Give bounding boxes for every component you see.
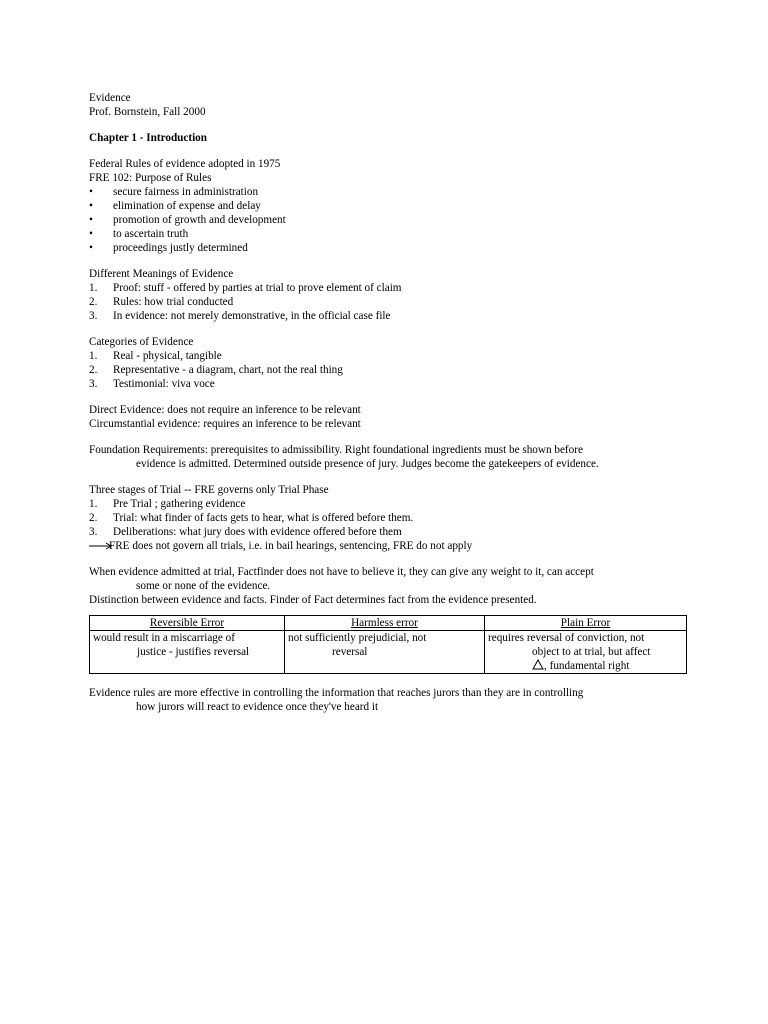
fre-102-line: FRE 102: Purpose of Rules: [89, 172, 212, 184]
numbered-item: [89, 497, 689, 511]
bullet-icon: •: [89, 228, 93, 240]
numbered-item: [89, 511, 689, 525]
bullet-icon: •: [89, 242, 93, 254]
item-number: 1.: [89, 498, 98, 510]
cell-line: object to at trial, but affect: [532, 646, 651, 658]
delta-icon: [532, 659, 544, 670]
numbered-item: [89, 309, 689, 323]
numbered-item: [89, 363, 689, 377]
item-number: 3.: [89, 526, 98, 538]
closing-continuation: how jurors will react to evidence once they've heard it: [136, 701, 379, 713]
foundation-line: Foundation Requirements: prerequisites to admissibility. Right foundational ingredients must be shown before: [89, 444, 583, 456]
table-row: [90, 631, 687, 674]
header-harmless-error: Harmless error: [285, 616, 485, 631]
distinction-line: Distinction between evidence and facts. Finder of Fact determines fact from the evidence presented.: [89, 594, 537, 606]
arrow-note-text: FRE does not govern all trials, i.e. in bail hearings, sentencing, FRE do not apply: [109, 540, 473, 552]
numbered-item: [89, 349, 689, 363]
categories-title: Categories of Evidence: [89, 336, 194, 348]
cell-plain-error: [485, 631, 687, 674]
factfinder-line: When evidence admitted at trial, Factfinder does not have to believe it, they can give any weight to it, can accept: [89, 566, 594, 578]
right-arrow-icon: [89, 542, 113, 550]
bullet-text: promotion of growth and development: [113, 214, 286, 226]
cell-line: justice - justifies reversal: [137, 646, 250, 658]
item-number: 2.: [89, 512, 98, 524]
cell-line-with-icon: [488, 659, 683, 673]
direct-evidence-line: Direct Evidence: does not require an inference to be relevant: [89, 404, 361, 416]
cell-reversible-error: [90, 631, 285, 674]
cell-line: would result in a miscarriage of: [93, 632, 235, 644]
bullet-icon: •: [89, 186, 93, 198]
stages-title: Three stages of Trial -- FRE governs only Trial Phase: [89, 484, 329, 496]
chapter-heading: Chapter 1 - Introduction: [89, 132, 207, 144]
arrow-note: [89, 539, 689, 553]
professor-line: Prof. Bornstein, Fall 2000: [89, 106, 206, 118]
item-text: Real - physical, tangible: [113, 350, 222, 362]
bullet-icon: •: [89, 214, 93, 226]
item-number: 2.: [89, 296, 98, 308]
item-text: Deliberations: what jury does with evidence offered before them: [113, 526, 402, 538]
cell-line: not sufficiently prejudicial, not: [288, 632, 427, 644]
circumstantial-evidence-line: Circumstantial evidence: requires an inference to be relevant: [89, 418, 361, 430]
item-number: 3.: [89, 310, 98, 322]
bullet-text: secure fairness in administration: [113, 186, 259, 198]
bullet-item: [89, 241, 689, 255]
cell-line: requires reversal of conviction, not: [488, 632, 645, 644]
item-number: 2.: [89, 364, 98, 376]
numbered-item: [89, 281, 689, 295]
item-number: 1.: [89, 350, 98, 362]
document-page: [89, 91, 689, 714]
cell-line: reversal: [332, 646, 368, 658]
item-text: Pre Trial ; gathering evidence: [113, 498, 246, 510]
item-text: In evidence: not merely demonstrative, in the official case file: [113, 310, 391, 322]
cell-text: , fundamental right: [544, 660, 630, 672]
factfinder-continuation: some or none of the evidence.: [136, 580, 271, 592]
bullet-item: [89, 185, 689, 199]
fre-adopted-line: Federal Rules of evidence adopted in 1975: [89, 158, 281, 170]
item-number: 3.: [89, 378, 98, 390]
bullet-text: to ascertain truth: [113, 228, 189, 240]
item-number: 1.: [89, 282, 98, 294]
bullet-item: [89, 213, 689, 227]
header-reversible-error: Reversible Error: [90, 616, 285, 631]
bullet-icon: •: [89, 200, 93, 212]
numbered-item: [89, 295, 689, 309]
closing-line: Evidence rules are more effective in controlling the information that reaches jurors than they are in controlling: [89, 687, 584, 699]
cell-harmless-error: [285, 631, 485, 674]
item-text: Representative - a diagram, chart, not the real thing: [113, 364, 343, 376]
bullet-text: proceedings justly determined: [113, 242, 248, 254]
foundation-continuation: evidence is admitted. Determined outside presence of jury. Judges become the gatekeepers of evidence.: [136, 458, 599, 470]
bullet-item: [89, 227, 689, 241]
numbered-item: [89, 377, 689, 391]
numbered-item: [89, 525, 689, 539]
meanings-title: Different Meanings of Evidence: [89, 268, 234, 280]
item-text: Trial: what finder of facts gets to hear, what is offered before them.: [113, 512, 414, 524]
bullet-item: [89, 199, 689, 213]
bullet-text: elimination of expense and delay: [113, 200, 261, 212]
item-text: Proof: stuff - offered by parties at trial to prove element of claim: [113, 282, 402, 294]
item-text: Rules: how trial conducted: [113, 296, 234, 308]
item-text: Testimonial: viva voce: [113, 378, 215, 390]
error-types-table: [89, 615, 687, 674]
table-header-row: [90, 616, 687, 631]
header-plain-error: Plain Error: [485, 616, 687, 631]
document-title: Evidence: [89, 92, 131, 104]
